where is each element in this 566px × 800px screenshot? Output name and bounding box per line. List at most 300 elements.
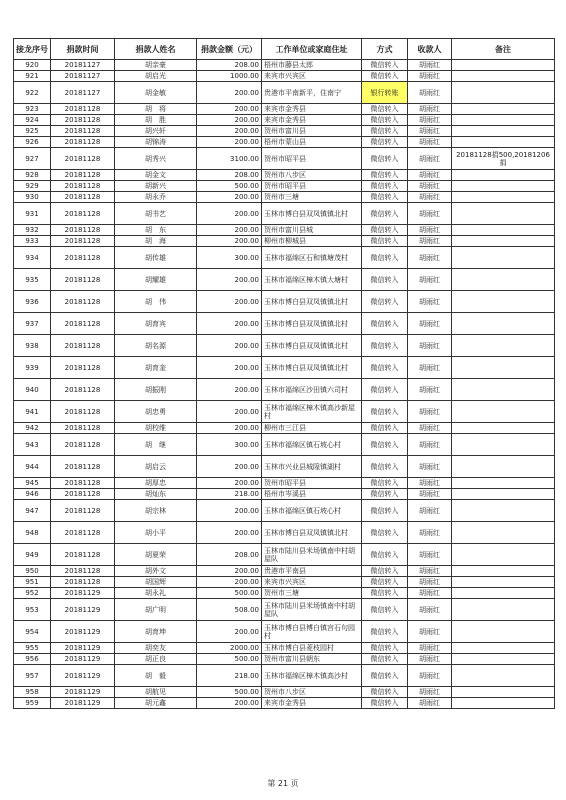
row-method-cell: 微信转入 bbox=[362, 60, 408, 71]
row-note-cell: 20181128捐500,20181206捐 bbox=[452, 148, 555, 170]
row-address-cell: 玉林市博白县双凤镇镇北村 bbox=[262, 203, 362, 225]
row-payee-cell: 胡雨红 bbox=[408, 313, 452, 335]
row-method-cell: 微信转入 bbox=[362, 148, 408, 170]
row-name-cell: 胡永礼 bbox=[115, 588, 197, 599]
row-amount-cell: 200.00 bbox=[197, 500, 262, 522]
row-date-cell: 20181128 bbox=[51, 357, 115, 379]
row-amount-cell: 200.00 bbox=[197, 577, 262, 588]
row-no-cell: 925 bbox=[14, 126, 51, 137]
row-method-cell: 微信转入 bbox=[362, 621, 408, 643]
table-row bbox=[14, 225, 555, 236]
row-date-cell: 20181128 bbox=[51, 423, 115, 434]
row-note-cell bbox=[452, 203, 555, 225]
row-date-cell: 20181128 bbox=[51, 104, 115, 115]
page-number: 第 21 页 bbox=[267, 779, 299, 788]
row-date-cell: 20181128 bbox=[51, 148, 115, 170]
row-method-cell: 微信转入 bbox=[362, 643, 408, 654]
row-note-cell bbox=[452, 522, 555, 544]
table-row bbox=[14, 588, 555, 599]
row-amount-cell: 200.00 bbox=[197, 137, 262, 148]
row-no-cell: 932 bbox=[14, 225, 51, 236]
row-date-cell: 20181129 bbox=[51, 588, 115, 599]
row-date-cell: 20181129 bbox=[51, 599, 115, 621]
row-amount-cell: 300.00 bbox=[197, 247, 262, 269]
row-amount-cell: 200.00 bbox=[197, 379, 262, 401]
row-amount-cell: 1000.00 bbox=[197, 71, 262, 82]
row-name-cell: 胡灿东 bbox=[115, 489, 197, 500]
row-date-cell: 20181128 bbox=[51, 379, 115, 401]
row-amount-cell: 3100.00 bbox=[197, 148, 262, 170]
row-date-cell: 20181128 bbox=[51, 489, 115, 500]
row-name-cell: 胡育宾 bbox=[115, 313, 197, 335]
row-name-cell: 胡启云 bbox=[115, 456, 197, 478]
row-name-cell: 胡耀雄 bbox=[115, 269, 197, 291]
row-payee-cell: 胡雨红 bbox=[408, 71, 452, 82]
row-amount-cell: 200.00 bbox=[197, 82, 262, 104]
row-note-cell bbox=[452, 544, 555, 566]
row-no-cell: 931 bbox=[14, 203, 51, 225]
row-method-cell: 微信转入 bbox=[362, 434, 408, 456]
table-row bbox=[14, 291, 555, 313]
row-name-cell: 胡元鑫 bbox=[115, 698, 197, 709]
row-note-cell bbox=[452, 643, 555, 654]
row-method-cell: 微信转入 bbox=[362, 379, 408, 401]
row-no-cell: 956 bbox=[14, 654, 51, 665]
row-note-cell bbox=[452, 423, 555, 434]
row-payee-cell: 胡雨红 bbox=[408, 357, 452, 379]
row-no-cell: 934 bbox=[14, 247, 51, 269]
row-method-cell: 微信转入 bbox=[362, 247, 408, 269]
row-no-cell: 935 bbox=[14, 269, 51, 291]
row-name-cell: 胡广明 bbox=[115, 599, 197, 621]
row-no-cell: 948 bbox=[14, 522, 51, 544]
row-amount-cell: 200.00 bbox=[197, 698, 262, 709]
row-note-cell bbox=[452, 247, 555, 269]
row-no-cell: 936 bbox=[14, 291, 51, 313]
row-address-cell: 来宾市金秀县 bbox=[262, 115, 362, 126]
row-amount-cell: 200.00 bbox=[197, 335, 262, 357]
row-note-cell bbox=[452, 236, 555, 247]
row-amount-cell: 200.00 bbox=[197, 291, 262, 313]
row-method-cell: 微信转入 bbox=[362, 115, 408, 126]
table-row bbox=[14, 115, 555, 126]
row-payee-cell: 胡雨红 bbox=[408, 203, 452, 225]
table-row bbox=[14, 126, 555, 137]
row-method-cell: 微信转入 bbox=[362, 203, 408, 225]
row-amount-cell: 200.00 bbox=[197, 478, 262, 489]
table-row bbox=[14, 71, 555, 82]
table-row bbox=[14, 478, 555, 489]
row-address-cell: 贺州市昭平县 bbox=[262, 478, 362, 489]
row-note-cell bbox=[452, 82, 555, 104]
header-row bbox=[14, 39, 555, 60]
row-name-cell: 胡亲豪 bbox=[115, 60, 197, 71]
row-address-cell: 玉林市陆川县米场镇南中村胡屋队 bbox=[262, 544, 362, 566]
row-date-cell: 20181128 bbox=[51, 247, 115, 269]
row-amount-cell: 500.00 bbox=[197, 181, 262, 192]
row-name-cell: 胡奕友 bbox=[115, 643, 197, 654]
row-amount-cell: 500.00 bbox=[197, 654, 262, 665]
row-no-cell: 953 bbox=[14, 599, 51, 621]
row-address-cell: 梧州市藤县太郎 bbox=[262, 60, 362, 71]
row-date-cell: 20181128 bbox=[51, 335, 115, 357]
row-date-cell: 20181128 bbox=[51, 269, 115, 291]
row-note-cell bbox=[452, 665, 555, 687]
row-no-cell: 959 bbox=[14, 698, 51, 709]
row-payee-cell: 胡雨红 bbox=[408, 489, 452, 500]
row-note-cell bbox=[452, 181, 555, 192]
row-address-cell: 玉林市博白县博白镇宫石句园村 bbox=[262, 621, 362, 643]
row-name-cell: 胡名源 bbox=[115, 335, 197, 357]
row-amount-cell: 300.00 bbox=[197, 434, 262, 456]
row-payee-cell: 胡雨红 bbox=[408, 643, 452, 654]
row-note-cell bbox=[452, 489, 555, 500]
row-amount-cell: 200.00 bbox=[197, 566, 262, 577]
row-name-cell: 胡育坤 bbox=[115, 621, 197, 643]
header-cell-date: 捐款时间 bbox=[51, 39, 115, 60]
row-name-cell: 胡永乔 bbox=[115, 192, 197, 203]
row-date-cell: 20181128 bbox=[51, 522, 115, 544]
row-payee-cell: 胡雨红 bbox=[408, 115, 452, 126]
row-no-cell: 946 bbox=[14, 489, 51, 500]
row-amount-cell: 208.00 bbox=[197, 544, 262, 566]
row-name-cell: 胡正良 bbox=[115, 654, 197, 665]
row-method-cell: 微信转入 bbox=[362, 654, 408, 665]
donation-sheet bbox=[13, 38, 554, 709]
row-address-cell: 玉林市陆川县米场镇南中村胡屋队 bbox=[262, 599, 362, 621]
row-method-cell: 微信转入 bbox=[362, 478, 408, 489]
row-address-cell: 玉林市福绵区镇石坡心村 bbox=[262, 434, 362, 456]
row-payee-cell: 胡雨红 bbox=[408, 236, 452, 247]
row-address-cell: 玉林市博白县双凤镇镇北村 bbox=[262, 335, 362, 357]
row-date-cell: 20181128 bbox=[51, 434, 115, 456]
row-address-cell: 玉林市博白县双凤镇镇北村 bbox=[262, 357, 362, 379]
row-address-cell: 玉林市博白县双凤镇镇北村 bbox=[262, 291, 362, 313]
header-cell-note: 备注 bbox=[452, 39, 555, 60]
row-amount-cell: 218.00 bbox=[197, 489, 262, 500]
row-name-cell: 胡忠勇 bbox=[115, 401, 197, 423]
row-note-cell bbox=[452, 291, 555, 313]
row-address-cell: 贺州市三塘 bbox=[262, 588, 362, 599]
row-amount-cell: 208.00 bbox=[197, 60, 262, 71]
table-row bbox=[14, 313, 555, 335]
row-payee-cell: 胡雨红 bbox=[408, 577, 452, 588]
row-payee-cell: 胡雨红 bbox=[408, 522, 452, 544]
row-amount-cell: 200.00 bbox=[197, 203, 262, 225]
header-cell-no: 接龙序号 bbox=[14, 39, 51, 60]
row-date-cell: 20181128 bbox=[51, 456, 115, 478]
row-no-cell: 939 bbox=[14, 357, 51, 379]
row-name-cell: 胡厚忠 bbox=[115, 478, 197, 489]
row-no-cell: 927 bbox=[14, 148, 51, 170]
row-method-cell: 微信转入 bbox=[362, 104, 408, 115]
row-no-cell: 955 bbox=[14, 643, 51, 654]
row-date-cell: 20181128 bbox=[51, 225, 115, 236]
row-no-cell: 954 bbox=[14, 621, 51, 643]
row-address-cell: 玉林市福绵区樟木镇高沙新屋村 bbox=[262, 401, 362, 423]
row-no-cell: 923 bbox=[14, 104, 51, 115]
table-row bbox=[14, 643, 555, 654]
table-row bbox=[14, 566, 555, 577]
row-payee-cell: 胡雨红 bbox=[408, 456, 452, 478]
row-address-cell: 玉林市福绵区镇石坡心村 bbox=[262, 500, 362, 522]
row-method-cell: 微信转入 bbox=[362, 170, 408, 181]
row-method-cell: 微信转入 bbox=[362, 687, 408, 698]
row-no-cell: 938 bbox=[14, 335, 51, 357]
table-row bbox=[14, 269, 555, 291]
header-cell-amount: 捐款金额（元） bbox=[197, 39, 262, 60]
row-no-cell: 950 bbox=[14, 566, 51, 577]
row-name-cell: 胡 海 bbox=[115, 236, 197, 247]
row-payee-cell: 胡雨红 bbox=[408, 665, 452, 687]
table-row bbox=[14, 104, 555, 115]
row-name-cell: 胡振刚 bbox=[115, 379, 197, 401]
row-address-cell: 贵港市平南县 bbox=[262, 566, 362, 577]
row-amount-cell: 200.00 bbox=[197, 192, 262, 203]
table-row bbox=[14, 181, 555, 192]
header-cell-name: 捐款人姓名 bbox=[115, 39, 197, 60]
row-date-cell: 20181128 bbox=[51, 192, 115, 203]
row-note-cell bbox=[452, 225, 555, 236]
row-name-cell: 胡 将 bbox=[115, 104, 197, 115]
row-payee-cell: 胡雨红 bbox=[408, 247, 452, 269]
row-date-cell: 20181128 bbox=[51, 137, 115, 148]
row-date-cell: 20181128 bbox=[51, 203, 115, 225]
row-note-cell bbox=[452, 115, 555, 126]
row-payee-cell: 胡雨红 bbox=[408, 544, 452, 566]
row-amount-cell: 208.00 bbox=[197, 170, 262, 181]
row-address-cell: 玉林市福绵区樟木镇大塘村 bbox=[262, 269, 362, 291]
row-no-cell: 941 bbox=[14, 401, 51, 423]
table-row bbox=[14, 434, 555, 456]
row-payee-cell: 胡雨红 bbox=[408, 291, 452, 313]
row-no-cell: 945 bbox=[14, 478, 51, 489]
table-row bbox=[14, 379, 555, 401]
row-no-cell: 937 bbox=[14, 313, 51, 335]
row-payee-cell: 胡雨红 bbox=[408, 148, 452, 170]
row-no-cell: 940 bbox=[14, 379, 51, 401]
table-row bbox=[14, 148, 555, 170]
row-note-cell bbox=[452, 71, 555, 82]
table-row bbox=[14, 335, 555, 357]
row-no-cell: 930 bbox=[14, 192, 51, 203]
row-note-cell bbox=[452, 170, 555, 181]
row-method-cell: 微信转入 bbox=[362, 665, 408, 687]
row-note-cell bbox=[452, 577, 555, 588]
row-name-cell: 胡 继 bbox=[115, 434, 197, 456]
row-address-cell: 柳州市三江县 bbox=[262, 423, 362, 434]
row-method-cell: 微信转入 bbox=[362, 456, 408, 478]
row-method-cell: 微信转入 bbox=[362, 698, 408, 709]
row-amount-cell: 200.00 bbox=[197, 225, 262, 236]
row-date-cell: 20181128 bbox=[51, 170, 115, 181]
row-name-cell: 胡夏荣 bbox=[115, 544, 197, 566]
table-row bbox=[14, 489, 555, 500]
row-date-cell: 20181128 bbox=[51, 544, 115, 566]
row-name-cell: 胡宗林 bbox=[115, 500, 197, 522]
row-name-cell: 胡启光 bbox=[115, 71, 197, 82]
row-method-cell: 微信转入 bbox=[362, 423, 408, 434]
row-payee-cell: 胡雨红 bbox=[408, 82, 452, 104]
row-date-cell: 20181129 bbox=[51, 687, 115, 698]
row-method-cell: 微信转入 bbox=[362, 236, 408, 247]
row-payee-cell: 胡雨红 bbox=[408, 60, 452, 71]
row-date-cell: 20181129 bbox=[51, 698, 115, 709]
table-row bbox=[14, 456, 555, 478]
donation-table bbox=[13, 38, 555, 709]
row-payee-cell: 胡雨红 bbox=[408, 698, 452, 709]
row-payee-cell: 胡雨红 bbox=[408, 170, 452, 181]
row-note-cell bbox=[452, 335, 555, 357]
row-method-cell: 微信转入 bbox=[362, 71, 408, 82]
row-payee-cell: 胡雨红 bbox=[408, 181, 452, 192]
row-note-cell bbox=[452, 137, 555, 148]
table-row bbox=[14, 621, 555, 643]
table-row bbox=[14, 522, 555, 544]
row-address-cell: 玉林市福绵区樟木镇高沙村 bbox=[262, 665, 362, 687]
table-row bbox=[14, 665, 555, 687]
row-date-cell: 20181129 bbox=[51, 665, 115, 687]
row-no-cell: 920 bbox=[14, 60, 51, 71]
row-address-cell: 来宾市金秀县 bbox=[262, 104, 362, 115]
row-amount-cell: 200.00 bbox=[197, 401, 262, 423]
row-note-cell bbox=[452, 654, 555, 665]
row-payee-cell: 胡雨红 bbox=[408, 599, 452, 621]
row-date-cell: 20181128 bbox=[51, 236, 115, 247]
row-note-cell bbox=[452, 599, 555, 621]
row-address-cell: 贺州市富川县城 bbox=[262, 225, 362, 236]
row-date-cell: 20181128 bbox=[51, 181, 115, 192]
row-date-cell: 20181129 bbox=[51, 654, 115, 665]
row-address-cell: 贺州市昭平县 bbox=[262, 181, 362, 192]
table-row bbox=[14, 170, 555, 181]
row-amount-cell: 200.00 bbox=[197, 621, 262, 643]
row-no-cell: 943 bbox=[14, 434, 51, 456]
row-address-cell: 贺州市八步区 bbox=[262, 687, 362, 698]
row-name-cell: 胡金敏 bbox=[115, 82, 197, 104]
row-address-cell: 玉林市博白县双凤镇镇北村 bbox=[262, 313, 362, 335]
row-date-cell: 20181128 bbox=[51, 313, 115, 335]
row-amount-cell: 508.00 bbox=[197, 599, 262, 621]
row-note-cell bbox=[452, 379, 555, 401]
row-name-cell: 胡秀兴 bbox=[115, 148, 197, 170]
row-address-cell: 来宾市兴宾区 bbox=[262, 577, 362, 588]
row-name-cell: 胡育奎 bbox=[115, 357, 197, 379]
row-amount-cell: 200.00 bbox=[197, 522, 262, 544]
row-method-cell: 微信转入 bbox=[362, 566, 408, 577]
table-row bbox=[14, 60, 555, 71]
row-date-cell: 20181128 bbox=[51, 500, 115, 522]
row-payee-cell: 胡雨红 bbox=[408, 269, 452, 291]
table-row bbox=[14, 698, 555, 709]
row-no-cell: 949 bbox=[14, 544, 51, 566]
row-note-cell bbox=[452, 456, 555, 478]
header-cell-method: 方式 bbox=[362, 39, 408, 60]
table-row bbox=[14, 82, 555, 104]
row-no-cell: 928 bbox=[14, 170, 51, 181]
row-amount-cell: 200.00 bbox=[197, 126, 262, 137]
table-row bbox=[14, 544, 555, 566]
row-note-cell bbox=[452, 313, 555, 335]
table-row bbox=[14, 500, 555, 522]
row-no-cell: 924 bbox=[14, 115, 51, 126]
row-method-cell: 微信转入 bbox=[362, 335, 408, 357]
row-address-cell: 梧州市蒙山县 bbox=[262, 137, 362, 148]
table-row bbox=[14, 357, 555, 379]
table-row bbox=[14, 687, 555, 698]
header-cell-payee: 收款人 bbox=[408, 39, 452, 60]
row-no-cell: 933 bbox=[14, 236, 51, 247]
row-amount-cell: 200.00 bbox=[197, 357, 262, 379]
row-payee-cell: 胡雨红 bbox=[408, 500, 452, 522]
row-amount-cell: 200.00 bbox=[197, 104, 262, 115]
row-method-cell: 微信转入 bbox=[362, 599, 408, 621]
table-row bbox=[14, 599, 555, 621]
row-name-cell: 胡校维 bbox=[115, 423, 197, 434]
row-payee-cell: 胡雨红 bbox=[408, 621, 452, 643]
row-method-cell: 微信转入 bbox=[362, 588, 408, 599]
row-name-cell: 胡书艺 bbox=[115, 203, 197, 225]
row-name-cell: 胡金文 bbox=[115, 170, 197, 181]
row-note-cell bbox=[452, 401, 555, 423]
row-payee-cell: 胡雨红 bbox=[408, 335, 452, 357]
row-name-cell: 胡传雄 bbox=[115, 247, 197, 269]
row-payee-cell: 胡雨红 bbox=[408, 137, 452, 148]
row-name-cell: 胡小平 bbox=[115, 522, 197, 544]
row-method-cell: 微信转入 bbox=[362, 192, 408, 203]
row-payee-cell: 胡雨红 bbox=[408, 126, 452, 137]
row-payee-cell: 胡雨红 bbox=[408, 588, 452, 599]
row-address-cell: 贺州市八步区 bbox=[262, 170, 362, 181]
row-name-cell: 胡锦涛 bbox=[115, 137, 197, 148]
row-payee-cell: 胡雨红 bbox=[408, 379, 452, 401]
table-row bbox=[14, 577, 555, 588]
row-name-cell: 胡兴轩 bbox=[115, 126, 197, 137]
row-payee-cell: 胡雨红 bbox=[408, 104, 452, 115]
row-address-cell: 贺州市昭平县 bbox=[262, 148, 362, 170]
row-note-cell bbox=[452, 621, 555, 643]
row-address-cell: 玉林市博白县双凤镇镇北村 bbox=[262, 522, 362, 544]
row-amount-cell: 200.00 bbox=[197, 423, 262, 434]
table-row bbox=[14, 247, 555, 269]
row-method-cell: 微信转入 bbox=[362, 489, 408, 500]
row-note-cell bbox=[452, 60, 555, 71]
row-date-cell: 20181128 bbox=[51, 478, 115, 489]
row-method-cell: 银行转账 bbox=[362, 82, 408, 104]
row-method-cell: 微信转入 bbox=[362, 181, 408, 192]
row-note-cell bbox=[452, 192, 555, 203]
row-address-cell: 贵港市平南新平，住南宁 bbox=[262, 82, 362, 104]
table-row bbox=[14, 401, 555, 423]
row-amount-cell: 2000.00 bbox=[197, 643, 262, 654]
row-method-cell: 微信转入 bbox=[362, 500, 408, 522]
row-method-cell: 微信转入 bbox=[362, 577, 408, 588]
row-amount-cell: 200.00 bbox=[197, 313, 262, 335]
row-no-cell: 921 bbox=[14, 71, 51, 82]
row-date-cell: 20181129 bbox=[51, 643, 115, 654]
table-row bbox=[14, 192, 555, 203]
row-address-cell: 来宾市金秀县 bbox=[262, 698, 362, 709]
row-date-cell: 20181128 bbox=[51, 401, 115, 423]
row-method-cell: 微信转入 bbox=[362, 225, 408, 236]
row-address-cell: 玉林市福绵区沙田镇六司村 bbox=[262, 379, 362, 401]
row-amount-cell: 200.00 bbox=[197, 456, 262, 478]
row-name-cell: 胡航见 bbox=[115, 687, 197, 698]
row-payee-cell: 胡雨红 bbox=[408, 687, 452, 698]
row-note-cell bbox=[452, 698, 555, 709]
row-address-cell: 贺州市富川县朝东 bbox=[262, 654, 362, 665]
row-note-cell bbox=[452, 269, 555, 291]
